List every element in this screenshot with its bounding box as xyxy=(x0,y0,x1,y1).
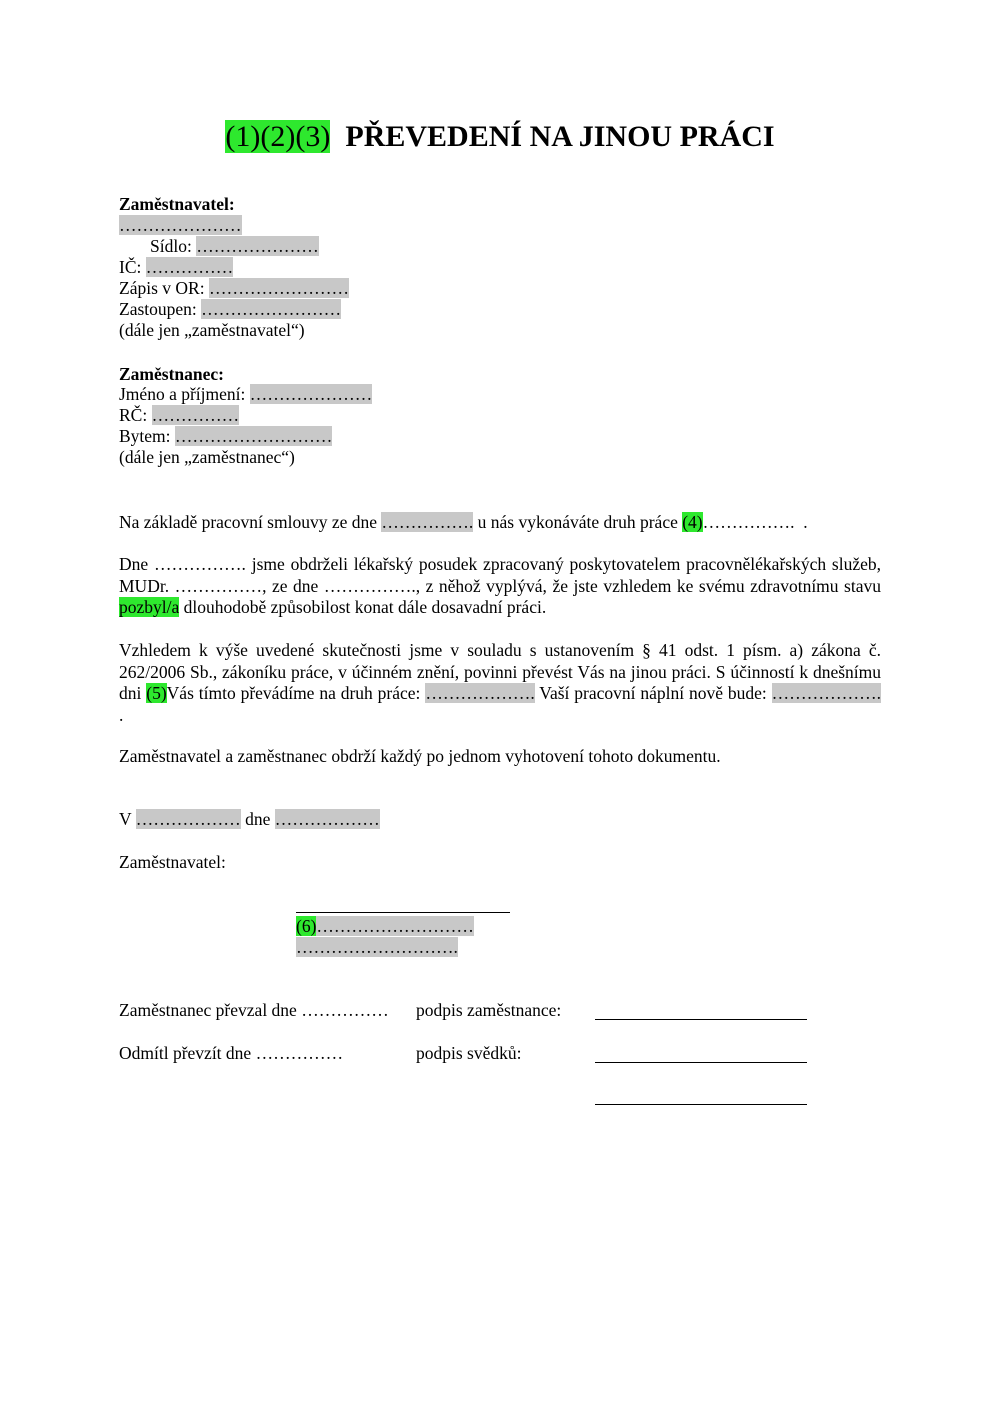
para2-text2: jsme obdrželi lékařský posudek zpracovaný poskytovatelem pracovnělékařských služeb, MUDr. xyxy=(119,554,882,596)
employee-rc-line xyxy=(119,405,239,426)
employee-addr-line xyxy=(119,426,332,447)
para3-text3: Vaší pracovní náplní nově bude: xyxy=(539,683,767,703)
employee-signature-line[interactable] xyxy=(595,1019,807,1020)
paragraph-medical xyxy=(119,554,881,619)
paragraph-transfer xyxy=(119,640,881,726)
para2-text5: dlouhodobě způsobilost konat dále dosavadní práci. xyxy=(183,597,547,617)
employer-heading: Zaměstnavatel: xyxy=(119,194,235,214)
para1-text2: u nás vykonáváte druh práce xyxy=(477,512,678,532)
signer-label: Zaměstnavatel: xyxy=(119,852,226,872)
date-label: dne xyxy=(245,809,271,829)
place-label: V xyxy=(119,809,132,829)
para2-text4: , z něhož vyplývá, že jste vzhledem ke svému zdravotnímu stavu xyxy=(415,575,881,596)
doctor-field[interactable]: …………… xyxy=(174,575,263,596)
addr-label: Bytem: xyxy=(119,426,171,446)
paragraph-copies: Zaměstnavatel a zaměstnanec obdrží každý po jednom vyhotovení tohoto dokumentu. xyxy=(119,746,721,766)
employer-name-line xyxy=(119,215,242,236)
document-title xyxy=(0,118,1000,156)
contract-date-field[interactable]: ……………. xyxy=(381,512,474,532)
employer-rep-line xyxy=(119,299,341,320)
para2-text3: , ze dne xyxy=(262,575,319,596)
employer-seat-line xyxy=(150,236,319,257)
took-over-label: Zaměstnanec převzal dne …………… xyxy=(119,1000,389,1020)
code-4: (4) xyxy=(682,512,703,532)
signature-name-field[interactable]: ……………………… xyxy=(316,916,474,936)
work-type-field[interactable]: ……………. xyxy=(702,512,795,532)
date-field[interactable]: ……………… xyxy=(274,809,380,829)
rc-label: RČ: xyxy=(119,405,148,425)
ic-field[interactable]: …………… xyxy=(145,257,234,277)
employee-signature-label: podpis zaměstnance: xyxy=(416,1000,562,1020)
opinion-date-field[interactable]: ……………. xyxy=(323,575,416,596)
paragraph-contract xyxy=(119,512,881,534)
refused-label: Odmítl převzít dne …………… xyxy=(119,1043,344,1063)
employee-note: (dále jen „zaměstnanec“) xyxy=(119,447,295,467)
code-6: (6) xyxy=(296,916,317,936)
seat-label: Sídlo: xyxy=(150,236,192,256)
employer-ic-line xyxy=(119,257,233,278)
employee-name-label: Jméno a příjmení: xyxy=(119,384,246,404)
seat-field[interactable]: ………………… xyxy=(196,236,319,256)
signature-role-field[interactable]: ………………………. xyxy=(296,937,458,957)
ic-label: IČ: xyxy=(119,257,142,277)
title-text: PŘEVEDENÍ NA JINOU PRÁCI xyxy=(345,120,775,153)
title-codes: (1)(2)(3) xyxy=(225,120,331,153)
signature-role-line xyxy=(296,937,458,958)
witness-signature-label: podpis svědků: xyxy=(416,1043,522,1063)
place-field[interactable]: ……………… xyxy=(135,809,241,829)
place-date-line xyxy=(119,809,380,830)
para3-text1: Vzhledem k výše uvedené skutečnosti jsme v souladu s ustanovením § 41 odst. 1 písm. a) zákona č. 262/2006 Sb., zákoníku práce, v účinném znění, povinni převést Vás na jinou práci. S účinností k dnešnímu dni xyxy=(119,640,881,703)
witness-signature-line-1[interactable] xyxy=(595,1062,807,1063)
addr-field[interactable]: ……………………… xyxy=(174,426,333,446)
witness-signature-line-2[interactable] xyxy=(595,1104,807,1105)
para1-text3: . xyxy=(803,512,808,532)
employer-or-line xyxy=(119,278,349,299)
para1-text1: Na základě pracovní smlouvy ze dne xyxy=(119,512,378,532)
medical-date-field[interactable]: ……………. xyxy=(154,554,246,574)
employee-heading: Zaměstnanec: xyxy=(119,364,224,384)
employer-name-field[interactable]: ………………… xyxy=(119,215,242,235)
pozbyl-highlight: pozbyl/a xyxy=(119,597,180,617)
or-label: Zápis v OR: xyxy=(119,278,205,298)
employer-note: (dále jen „zaměstnavatel“) xyxy=(119,320,305,340)
or-field[interactable]: …………………… xyxy=(208,278,349,298)
rep-label: Zastoupen: xyxy=(119,299,197,319)
employee-name-line xyxy=(119,384,372,405)
para3-text2: Vás tímto převádíme na druh práce: xyxy=(166,683,421,703)
rc-field[interactable]: …………… xyxy=(151,405,240,425)
employer-signature-line xyxy=(296,912,510,913)
para2-text1: Dne xyxy=(119,554,149,574)
code-5: (5) xyxy=(146,683,167,703)
signature-name-line xyxy=(296,916,474,937)
rep-field[interactable]: …………………… xyxy=(201,299,342,319)
employee-name-field[interactable]: ………………… xyxy=(249,384,373,404)
new-work-type-field[interactable]: ………………. xyxy=(425,683,535,703)
para3-text4: . xyxy=(119,704,124,725)
new-duties-field[interactable]: ………………. xyxy=(771,683,882,703)
